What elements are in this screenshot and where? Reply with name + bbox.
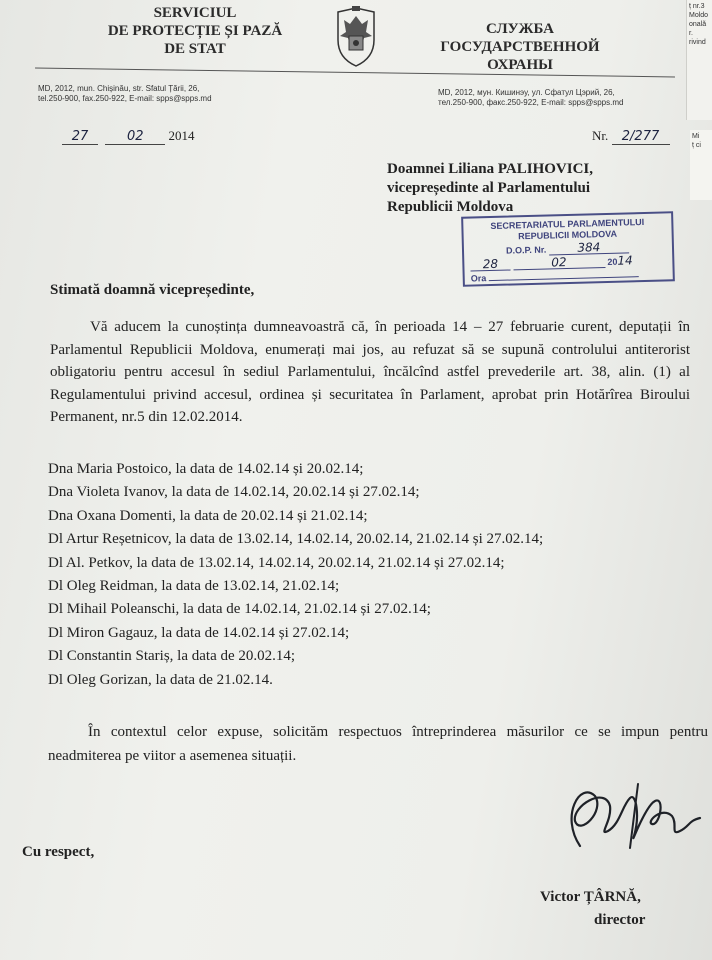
list-item: Dl Al. Petkov, la data de 13.02.14, 14.02.14, 20.02.14, 21.02.14 și 27.02.14;: [48, 554, 505, 571]
closing-paragraph: În contextul celor expuse, solicităm respectuos întreprinderea măsurilor ce se impun pentru neadmiterea pe viitor a asemenea situații.: [48, 724, 708, 764]
recipient-name: Doamnei Liliana PALIHOVICI,: [387, 161, 593, 177]
adjacent-page-fragment: [686, 0, 712, 120]
letterhead-line: DE PROTECȚIE ȘI PAZĂ: [107, 23, 283, 39]
date-day: 27: [62, 129, 98, 145]
fragment-line: ț nr.3: [689, 3, 705, 10]
date-month: 02: [105, 129, 165, 145]
recipient-title: vicepreședinte al Parlamentului: [387, 180, 591, 196]
fragment-line: rivind: [689, 39, 706, 46]
fragment-line: Mi: [692, 133, 700, 140]
registration-stamp: [461, 211, 675, 287]
fragment-line: r.: [689, 30, 693, 37]
salutation: Stimată doamnă vicepreședinte,: [50, 282, 255, 298]
address-line: MD, 2012, mun. Chișinău, str. Sfatul Țării, 26,: [38, 84, 200, 93]
address-romanian: [38, 84, 298, 104]
stamp-line: REPUBLICII MOLDOVA: [518, 228, 618, 242]
stamp-date-year-hw: 14: [617, 253, 633, 268]
regards: Cu respect,: [22, 844, 95, 860]
fragment-line: ț ci: [692, 142, 701, 149]
list-item: Dl Mihail Poleanschi, la data de 14.02.14, 21.02.14 și 27.02.14;: [48, 601, 431, 618]
list-item: Dna Maria Postoico, la data de 14.02.14 și 20.02.14;: [48, 461, 364, 477]
address-line: MD, 2012, мун. Кишинэу, ул. Сфатул Цэрий, 26,: [438, 88, 615, 97]
list-item: Dl Constantin Stariș, la data de 20.02.14;: [48, 648, 296, 665]
stamp-date-month: 02: [513, 256, 605, 270]
stamp-date-year: 20: [607, 256, 618, 267]
letterhead-line: ОХРАНЫ: [487, 57, 553, 73]
address-line: tel.250-900, fax.250-922, E-mail: spps@spps.md: [38, 94, 212, 103]
letterhead-russian: [420, 20, 620, 74]
signer-title: director: [594, 912, 646, 928]
number-label: Nr.: [592, 128, 609, 143]
letter-date: [62, 128, 195, 145]
deputies-list: [48, 458, 698, 692]
address-russian: [438, 88, 658, 108]
date-year: 2014: [168, 128, 195, 143]
list-item: Dl Miron Gagauz, la data de 14.02.14 și 27.02.14;: [48, 624, 350, 641]
letterhead-line: DE STAT: [164, 41, 226, 57]
list-item: Dna Violeta Ivanov, la data de 14.02.14, 20.02.14 și 27.02.14;: [48, 484, 420, 501]
stamp-dop-label: D.O.P. Nr.: [505, 244, 547, 256]
list-item: Dl Artur Reșetnicov, la data de 13.02.14, 14.02.14, 20.02.14, 21.02.14 și 27.02.14;: [48, 531, 544, 548]
number-value: 2/277: [612, 129, 670, 145]
letterhead-line: ГОСУДАРСТВЕННОЙ: [440, 39, 600, 55]
intro-paragraph: Vă aducem la cunoștința dumneavoastră că, în perioada 14 – 27 februarie curent, deputații în Parlamentul Republicii Moldova, enumerați mai jos, au refuzat să se supună controlului antiterorist obligatoriu pentru accesul în sediul Parlamentului, încălcînd astfel prevederile art. 38, alin. (1) al Regulamentului privind accesul, ordinea și securitatea în Parlament, aprobat prin Hotărîrea Biroului Permanent, nr.5 din 12.02.2014.: [50, 319, 690, 425]
signer-name: Victor ȚÂRNĂ,: [540, 889, 641, 905]
letterhead-line: СЛУЖБА: [485, 21, 555, 37]
adjacent-page-fragment-2: [690, 130, 712, 200]
list-item: Dl Oleg Reidman, la data de 13.02.14, 21.02.14;: [48, 578, 340, 595]
letterhead-line: SERVICIUL: [153, 5, 237, 21]
stamp-dop-value: 384: [549, 241, 629, 255]
stamp-hour-label: Ora: [470, 273, 487, 284]
stamp-date-day: 28: [470, 259, 510, 272]
stamp-line: SECRETARIATUL PARLAMENTULUI: [490, 216, 645, 232]
fragment-line: onală: [689, 21, 707, 28]
handwritten-signature: [550, 776, 710, 856]
fragment-line: Moldo: [689, 12, 709, 19]
recipient-institution: Republicii Moldova: [387, 199, 514, 215]
address-line: тел.250-900, факс.250-922, E-mail: spps@spps.md: [438, 98, 624, 107]
signer-block: [540, 886, 710, 932]
letterhead-romanian: [90, 4, 300, 58]
coat-of-arms-icon: [330, 6, 382, 70]
recipient-block: [387, 160, 687, 217]
list-item: Dl Oleg Gorizan, la data de 21.02.14.: [48, 671, 273, 688]
letter-number: [592, 128, 670, 145]
list-item: Dna Oxana Domenti, la data de 20.02.14 și 21.02.14;: [48, 507, 368, 524]
